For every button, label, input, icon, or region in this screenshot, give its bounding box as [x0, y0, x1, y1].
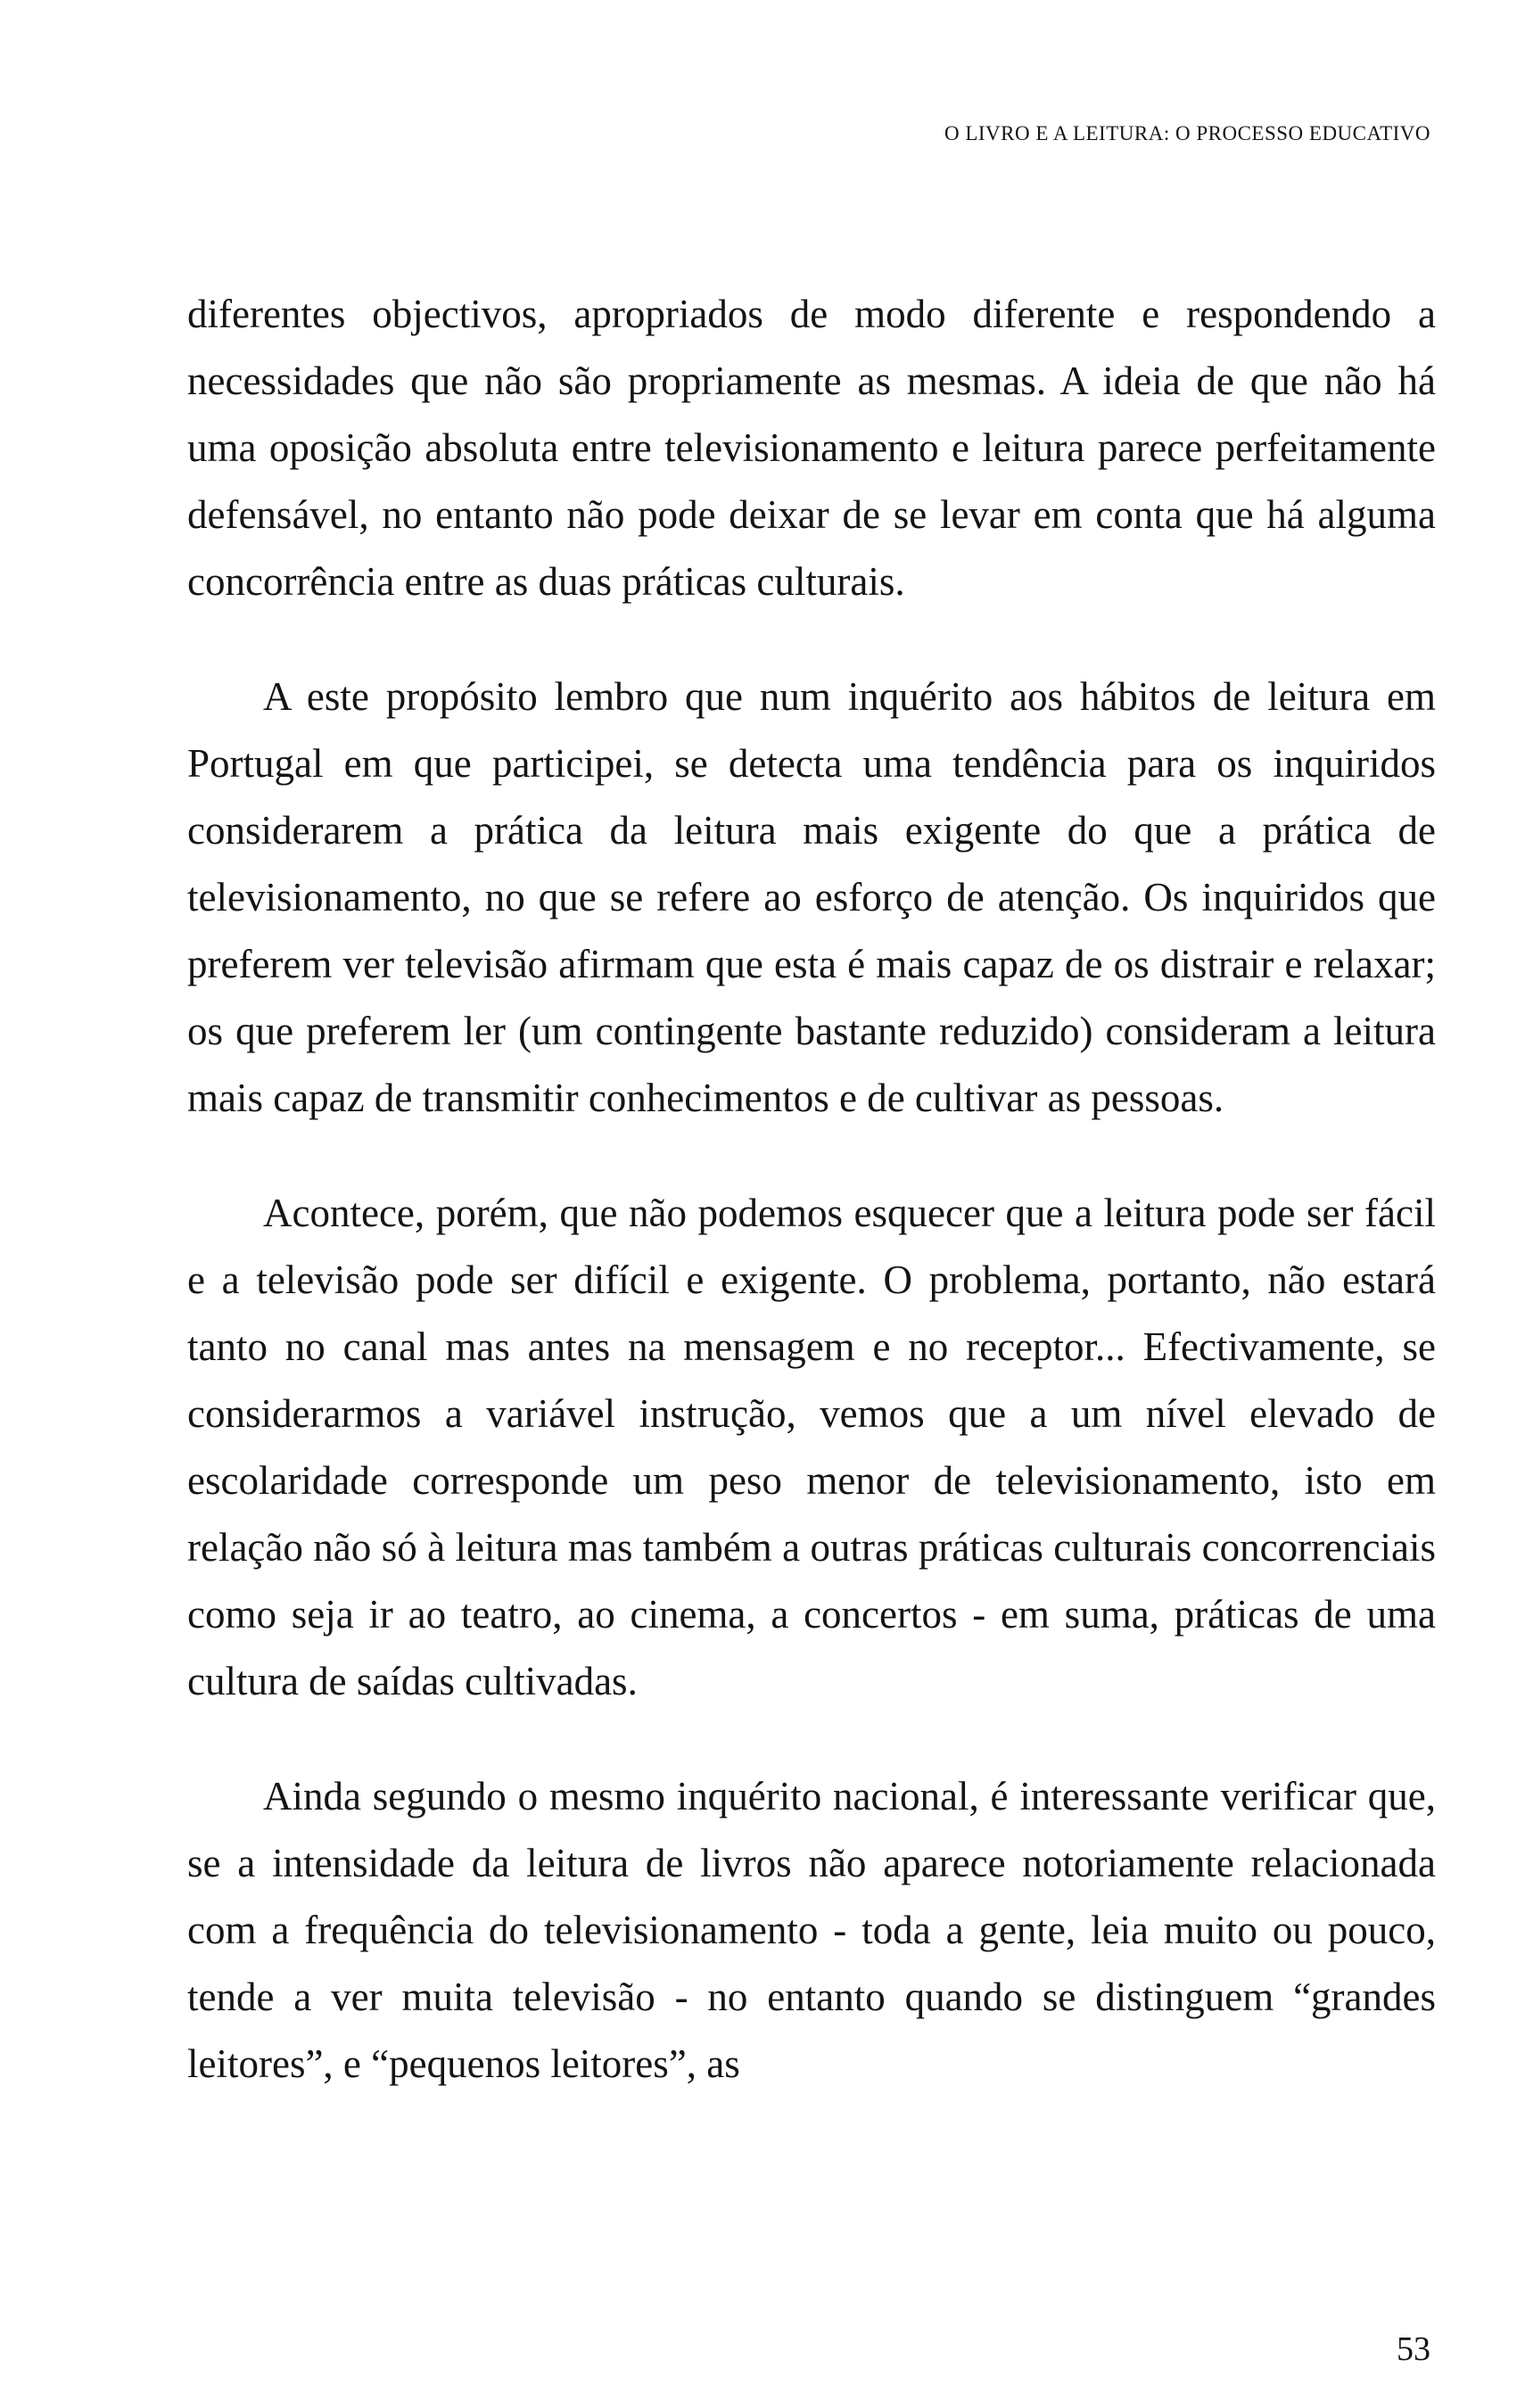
paragraph-continued: diferentes objectivos, apropriados de modo diferente e respondendo a necessidades que não são propriamente as mesmas. A ideia de que não há uma oposição absoluta entre televisionamento e leitura parece perfeitamente defensável, no entanto não pode deixar de se levar em conta que há alguma concorrência entre as duas práticas culturais.	[187, 292, 1436, 604]
running-header: O LIVRO E A LEITURA: O PROCESSO EDUCATIVO	[944, 122, 1430, 144]
body-text	[187, 281, 1436, 2098]
paragraph: A este propósito lembro que num inquérito aos hábitos de leitura em Portugal em que participei, se detecta uma tendência para os inquiridos considerarem a prática da leitura mais exigente do que a prática de televisionamento, no que se refere ao esforço de atenção. Os inquiridos que preferem ver televisão afirmam que esta é mais capaz de os distrair e relaxar; os que preferem ler (um contingente bastante reduzido) consideram a leitura mais capaz de transmitir conhecimentos e de cultivar as pessoas.	[187, 674, 1436, 1120]
paragraph: Ainda segundo o mesmo inquérito nacional, é interessante verificar que, se a intensidade da leitura de livros não aparece notoriamente relacionada com a frequência do televisionamento - toda a gente, leia muito ou pouco, tende a ver muita televisão - no entanto quando se distinguem “grandes leitores”, e “pequenos leitores”, as	[187, 1774, 1436, 2086]
page-number: 53	[1397, 2330, 1430, 2368]
paragraph: Acontece, porém, que não podemos esquecer que a leitura pode ser fácil e a televisão pode ser difícil e exigente. O problema, portanto, não estará tanto no canal mas antes na mensagem e no receptor... Efectivamente, se considerarmos a variável instrução, vemos que a um nível elevado de escolaridade corresponde um peso menor de televisionamento, isto em relação não só à leitura mas também a outras práticas culturais concorrenciais como seja ir ao teatro, ao cinema, a concertos - em suma, práticas de uma cultura de saídas cultivadas.	[187, 1191, 1436, 1703]
